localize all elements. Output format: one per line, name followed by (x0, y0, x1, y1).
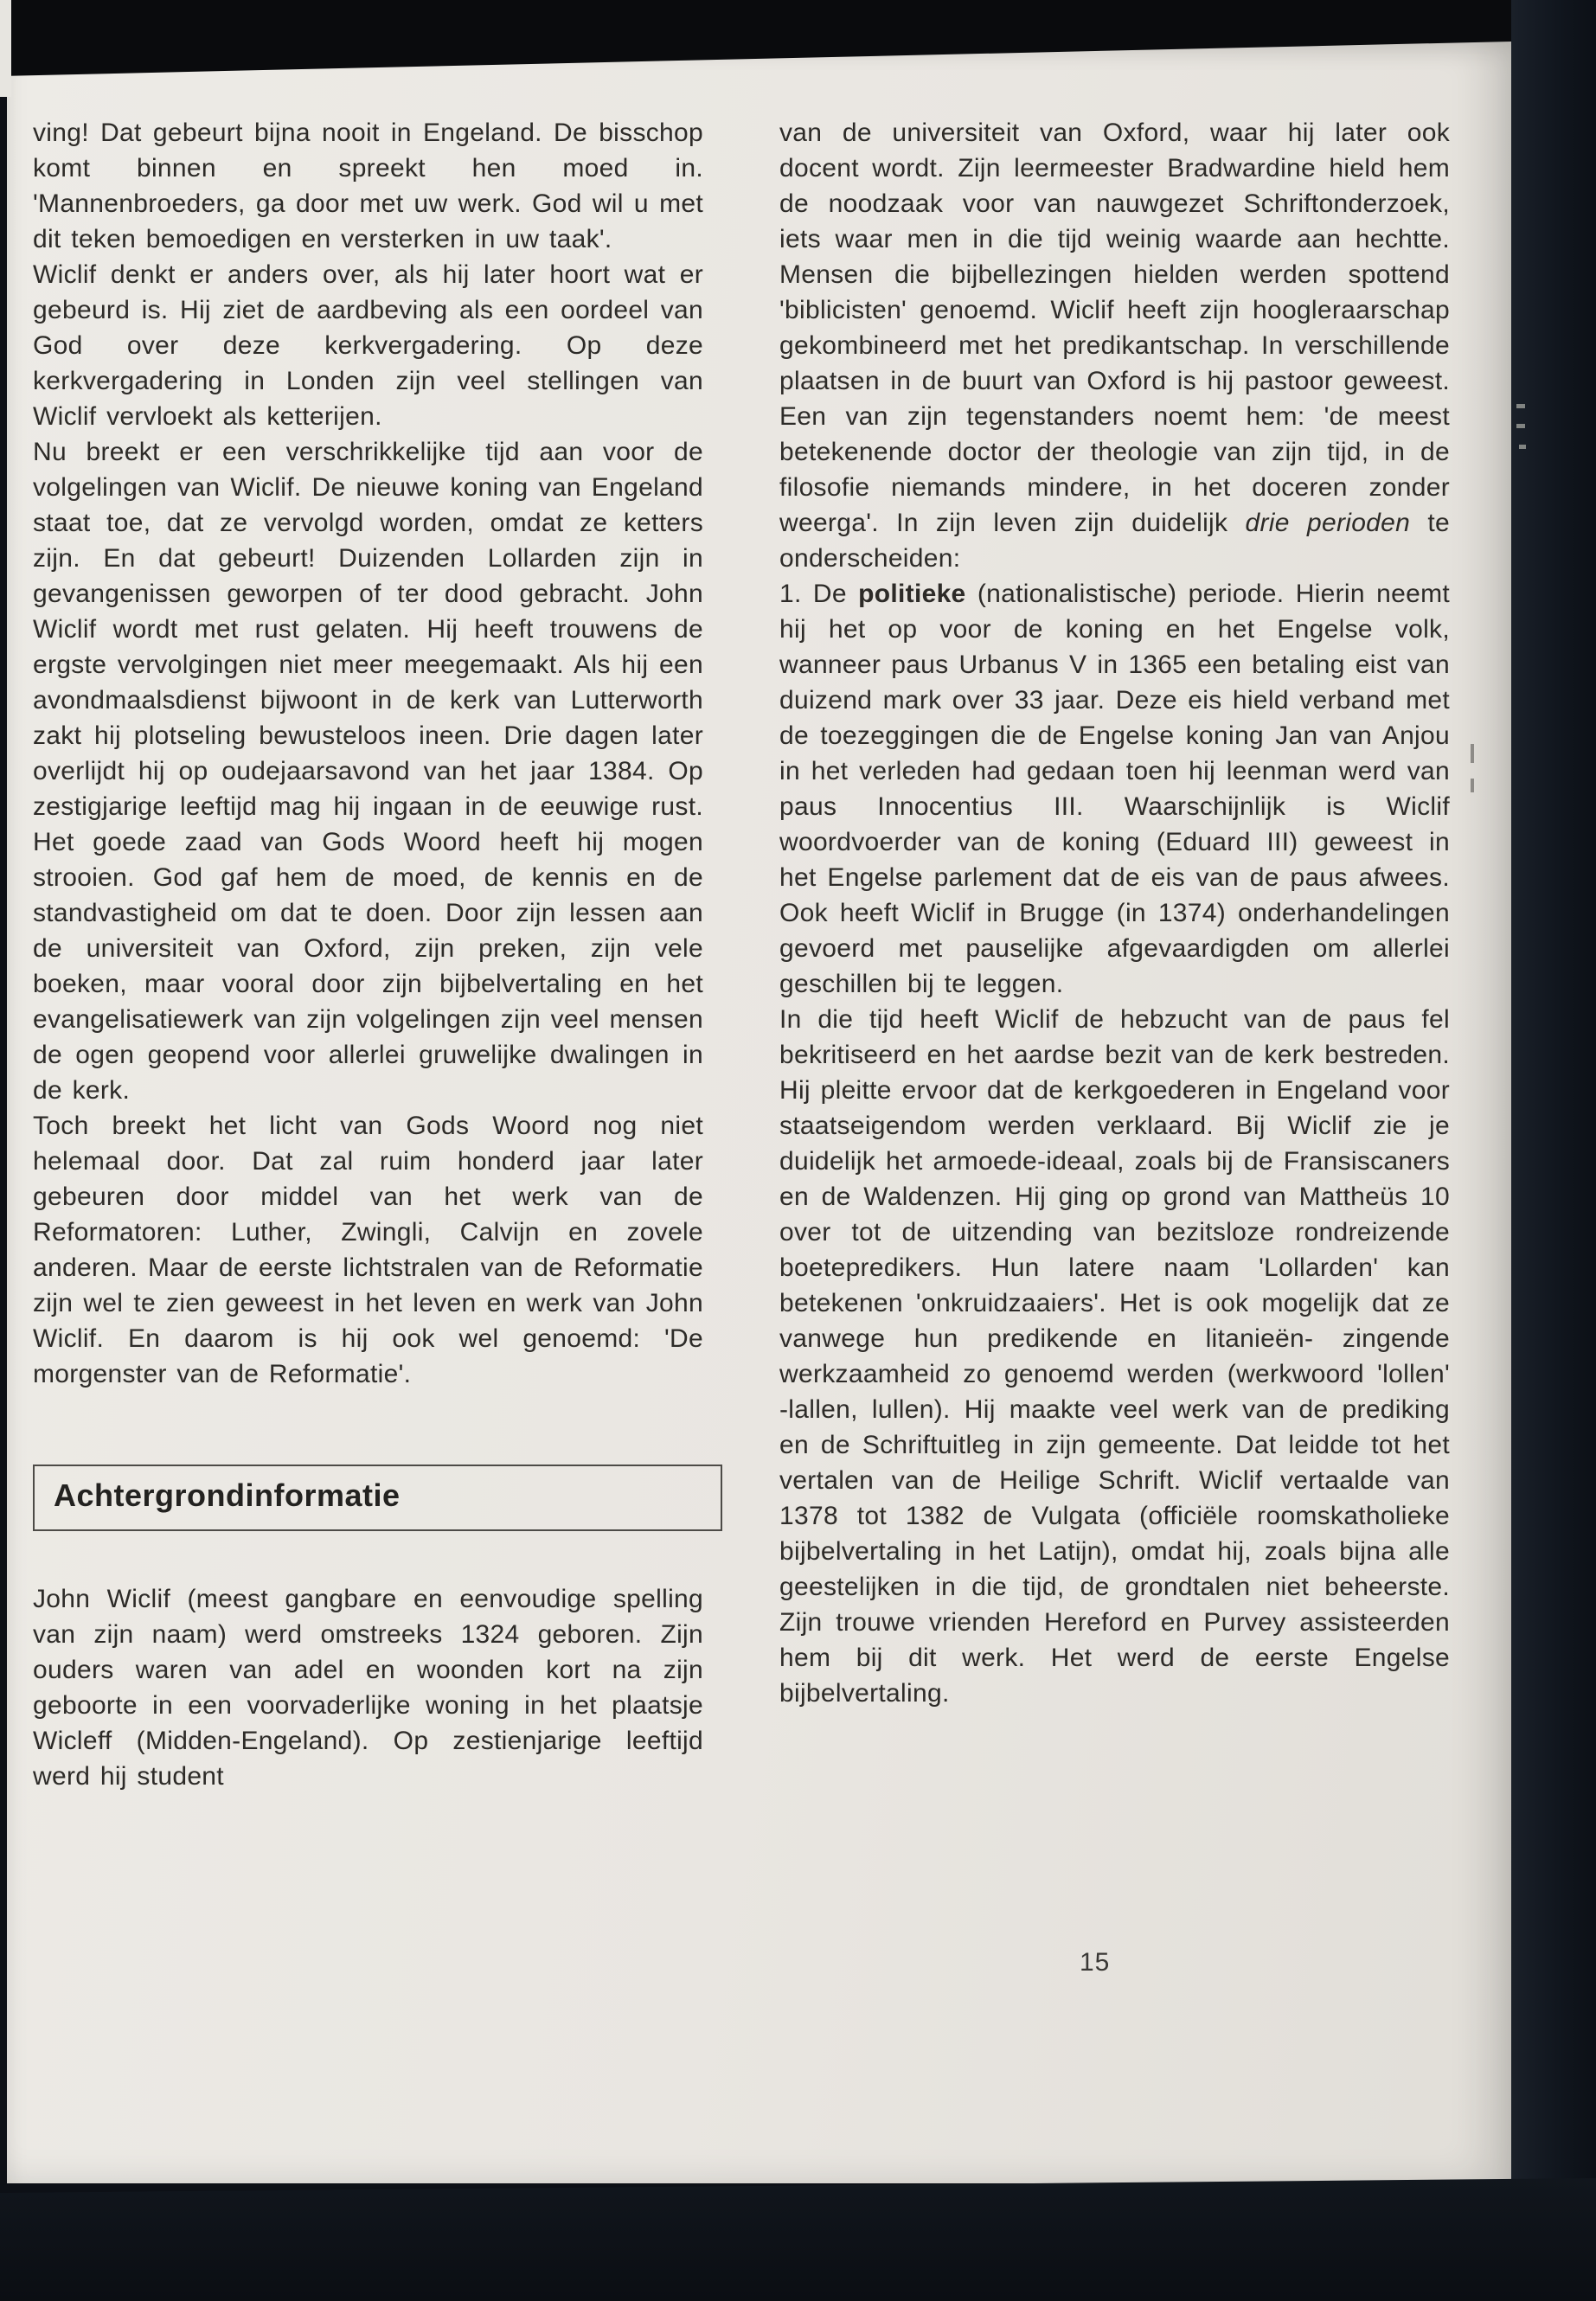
scan-speck (1471, 779, 1474, 792)
right-column (779, 115, 1450, 1794)
text-segment: Toch breekt het licht van Gods Woord nog niet helemaal door. Dat zal ruim honderd jaar later gebeuren door middel van het werk van de Reformatoren: Luther, Zwingli, Calvijn en zovele anderen. Maar de eerste lichtstralen van de Reformatie zijn wel te zien geweest in het leven en werk van John Wiclif. En daarom is hij ook wel genoemd: 'De morgenster van de Reformatie'. (33, 1112, 703, 1388)
left-column-upper (33, 115, 703, 1392)
paragraph (33, 257, 703, 434)
paragraph (33, 115, 703, 257)
section-heading-box (33, 1465, 722, 1531)
paragraph (33, 1108, 703, 1392)
scan-speck (1519, 445, 1526, 449)
text-segment: te onderscheiden: (779, 509, 1450, 573)
scan-speck (1516, 424, 1525, 428)
scan-speck (1471, 744, 1474, 763)
paper-corner-sliver (0, 0, 11, 97)
text-segment: 1. De (779, 580, 859, 608)
text-segment: Wiclif denkt er anders over, als hij later hoort wat er gebeurd is. Hij ziet de aardbeving als een oordeel van God over deze kerkvergadering. Op deze kerkvergadering in Londen zijn veel stellingen van Wiclif vervloekt als ketterijen. (33, 260, 703, 431)
text-segment: van de universiteit van Oxford, waar hij later ook docent wordt. Zijn leermeester Bradwardine hield hem de noodzaak voor van nauwgezet Schriftonderzoek, iets waar men in die tijd weinig waarde aan hechtte. Mensen die bijbellezingen hielden werden spottend 'biblicisten' genoemd. Wiclif heeft zijn hoogleraarschap gekombineerd met het predikantschap. In verschillende plaatsen in de buurt van Oxford is hij pastoor geweest. Een van zijn tegenstanders noemt hem: 'de meest betekenende doctor der theologie van zijn tijd, in de filosofie niemands mindere, in het doceren zonder weerga'. In zijn leven zijn duidelijk (779, 119, 1450, 537)
section-heading: Achtergrondinformatie (54, 1477, 401, 1513)
paragraph (779, 1002, 1450, 1711)
left-column (33, 115, 703, 1794)
paragraph (779, 115, 1450, 576)
text-segment: Nu breekt er een verschrikkelijke tijd aan voor de volgelingen van Wiclif. De nieuwe koning van Engeland staat toe, dat ze vervolgd worden, omdat ze ketters zijn. En dat gebeurt! Duizenden Lollarden zijn in gevangenissen geworpen of ter dood gebracht. John Wiclif wordt met rust gelaten. Hij heeft trouwens de ergste vervolgingen niet meer meegemaakt. Als hij een avondmaalsdienst bijwoont in de kerk van Lutterworth zakt hij plotseling bewusteloos ineen. Drie dagen later overlijdt hij op oudejaarsavond van het jaar 1384. Op zestigjarige leeftijd mag hij ingaan in de eeuwige rust. Het goede zaad van Gods Woord heeft hij mogen strooien. God gaf hem de moed, de kennis en de standvastigheid om dat te doen. Door zijn lessen aan de universiteit van Oxford, zijn preken, zijn vele boeken, maar vooral door zijn bijbelvertaling en het evangelisatiewerk van zijn volgelingen zijn veel mensen de ogen geopend voor allerlei gruwelijke dwalingen in de kerk. (33, 438, 703, 1105)
paragraph (779, 576, 1450, 1002)
paragraph (33, 434, 703, 1108)
text-segment: ving! Dat gebeurt bijna nooit in Engeland. De bisschop komt binnen en spreekt hen moed in. 'Mannenbroeders, ga door met uw werk. God wil u met dit teken bemoedigen en versterken in uw taak'. (33, 119, 703, 253)
text-columns (33, 115, 1450, 1794)
text-segment: drie perioden (1245, 509, 1411, 537)
book-cover-bottom-edge (0, 2178, 1596, 2301)
paragraph (33, 1581, 703, 1794)
page-number: 15 (1080, 1948, 1111, 1977)
book-cover-right-edge (1511, 0, 1596, 2301)
text-segment: In die tijd heeft Wiclif de hebzucht van de paus fel bekritiseerd en het aardse bezit van de kerk bestreden. Hij pleitte ervoor dat de kerkgoederen in Engeland voor staatseigendom werden verklaard. Bij Wiclif zie je duidelijk het armoede-ideaal, zoals bij de Fransiscaners en de Waldenzen. Hij ging op grond van Mattheüs 10 over tot de uitzending van bezitsloze rondreizende boetepredikers. Hun latere naam 'Lollarden' kan betekenen 'onkruidzaaiers'. Het is ook mogelijk dat ze vanwege hun predikende en litanieën- zingende werkzaamheid zo genoemd werden (werkwoord 'lollen' -lallen, lullen). Hij maakte veel werk van de prediking en de Schriftuitleg in zijn gemeente. Dat leidde tot het vertalen van de Heilige Schrift. Wiclif vertaalde van 1378 tot 1382 de Vulgata (officiële roomskatholieke bijbelvertaling in het Latijn), omdat hij, zoals bijna alle geestelijken in die tijd, de grondtalen niet beheerste. Zijn trouwe vrienden Hereford en Purvey assisteerden hem bij dit werk. Het werd de eerste Engelse bijbelvertaling. (779, 1005, 1450, 1708)
text-segment: (nationalistische) periode. Hierin neemt hij het op voor de koning en het Engelse volk, wanneer paus Urbanus V in 1365 een betaling eist van duizend mark over 33 jaar. Deze eis hield verband met de toezeggingen die de Engelse koning Jan van Anjou in het verleden had gedaan toen hij leenman werd van paus Innocentius III. Waarschijnlijk is Wiclif woordvoerder van de koning (Eduard III) geweest in het Engelse parlement dat de eis van de paus afwees. Ook heeft Wiclif in Brugge (in 1374) onderhandelingen gevoerd met pauselijke afgevaardigden om allerlei geschillen bij te leggen. (779, 580, 1451, 998)
text-segment: John Wiclif (meest gangbare en eenvoudige spelling van zijn naam) werd omstreeks 1324 geboren. Zijn ouders waren van adel en woonden kort na zijn geboorte in een voorvaderlijke woning in het plaatsje Wicleff (Midden-Engeland). Op zestienjarige leeftijd werd hij student (33, 1585, 703, 1791)
left-column-lower (33, 1581, 703, 1794)
text-segment: politieke (858, 580, 966, 608)
scan-speck (1516, 404, 1525, 408)
